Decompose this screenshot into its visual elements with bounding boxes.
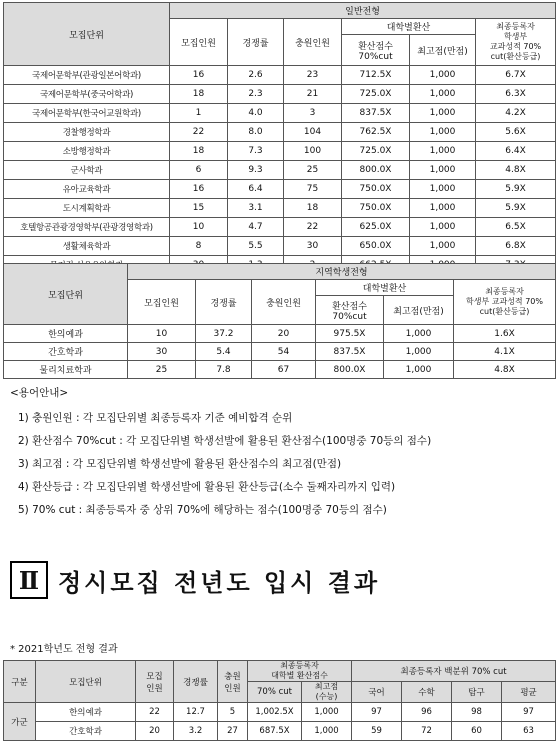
max-cell: 1,000: [410, 85, 476, 104]
terminology-notes: [10, 382, 431, 522]
cut-cell: 687.5X: [248, 722, 302, 741]
conv-score-header: 환산점수 70%cut: [342, 35, 410, 66]
competition-header: 경쟁률: [174, 661, 218, 703]
extra-cell: 30: [284, 237, 342, 256]
conversion-header: 최종등록자 대학별 환산점수: [248, 661, 352, 682]
unit-cell: 국제어문학부(한국어교원학과): [4, 104, 170, 123]
unit-cell: 유아교육학과: [4, 180, 170, 199]
subtitle: * 2021학년도 전형 결과: [10, 644, 118, 655]
recruit-cell: 15: [170, 199, 228, 218]
cut-cell: 1,002.5X: [248, 703, 302, 722]
extra-cell: 54: [252, 343, 316, 361]
note-item: 2) 환산점수 70%cut : 각 모집단위별 학생선발에 활용된 환산점수(100명중 70등의 점수): [18, 435, 432, 447]
max-score-header: 최고점(만점): [410, 35, 476, 66]
competition-header: 경쟁률: [196, 280, 252, 325]
recruit-cell: 8: [170, 237, 228, 256]
score-cell: 837.5X: [342, 104, 410, 123]
score-cell: 800.0X: [316, 361, 384, 379]
max-cell: 1,000: [410, 218, 476, 237]
recruit-cell: 30: [128, 343, 196, 361]
max-cell: 1,000: [384, 325, 454, 343]
table-row: [4, 722, 556, 741]
competition-cell: 3.1: [228, 199, 284, 218]
competition-cell: 2.6: [228, 66, 284, 85]
max-cell: 1,000: [410, 199, 476, 218]
score-cell: 712.5X: [342, 66, 410, 85]
score-cell: 800.0X: [342, 161, 410, 180]
section-heading: [10, 560, 380, 600]
max-cell: 1,000: [410, 180, 476, 199]
korean-cell: 59: [352, 722, 402, 741]
unit-cell: 한의예과: [4, 325, 128, 343]
note-item: 5) 70% cut : 최종등록자 중 상위 70%에 해당하는 점수(100명중 70등의 점수): [18, 504, 387, 516]
note-item: 4) 환산등급 : 각 모집단위별 학생선발에 활용된 환산등급(소수 둘째자리까지 입력): [18, 481, 396, 493]
unit-cell: 국제어문학부(관광일본어학과): [4, 66, 170, 85]
competition-cell: 12.7: [174, 703, 218, 722]
recruit-cell: 1: [170, 104, 228, 123]
extra-cell: 100: [284, 142, 342, 161]
category-cell: 가군: [4, 703, 36, 741]
unit-header: 모집단위: [4, 264, 128, 325]
extra-cell: 25: [284, 161, 342, 180]
table-row: [4, 66, 556, 85]
score-cell: 625.0X: [342, 218, 410, 237]
competition-cell: 3.2: [174, 722, 218, 741]
recruit-cell: 16: [170, 180, 228, 199]
extra-header: 충원인원: [284, 19, 342, 66]
extra-cell: 5: [218, 703, 248, 722]
competition-cell: 8.0: [228, 123, 284, 142]
competition-cell: 9.3: [228, 161, 284, 180]
recruit-header: 모집 인원: [136, 661, 174, 703]
score-cell: 975.5X: [316, 325, 384, 343]
competition-cell: 5.4: [196, 343, 252, 361]
grade-cell: 4.2X: [476, 104, 556, 123]
recruit-cell: 25: [128, 361, 196, 379]
extra-header: 충원 인원: [218, 661, 248, 703]
competition-cell: 2.3: [228, 85, 284, 104]
table-row: [4, 325, 556, 343]
recruit-cell: 10: [128, 325, 196, 343]
cut-header: 70% cut: [248, 682, 302, 703]
category-header: 구분: [4, 661, 36, 703]
note-item: 1) 충원인원 : 각 모집단위별 최종등록자 기준 예비합격 순위: [18, 412, 293, 424]
grade-cell: 4.1X: [454, 343, 556, 361]
conv-score-header: 환산점수 70%cut: [316, 296, 384, 325]
conversion-header: 대학별환산: [316, 280, 454, 296]
max-cell: 1,000: [410, 123, 476, 142]
max-cell: 1,000: [384, 343, 454, 361]
extra-header: 충원인원: [252, 280, 316, 325]
competition-cell: 7.3: [228, 142, 284, 161]
table-row: [4, 237, 556, 256]
table-row: [4, 123, 556, 142]
final-header: 최종등록자 학생부 교과성적 70% cut(환산등급): [454, 280, 556, 325]
unit-cell: 생활체육학과: [4, 237, 170, 256]
table-row: [4, 180, 556, 199]
extra-cell: 75: [284, 180, 342, 199]
inquiry-cell: 60: [452, 722, 502, 741]
unit-cell: 경찰행정학과: [4, 123, 170, 142]
table-row: [4, 361, 556, 379]
max-cell: 1,000: [302, 703, 352, 722]
extra-cell: 21: [284, 85, 342, 104]
group-header: 지역학생전형: [128, 264, 556, 280]
avg-cell: 63: [502, 722, 556, 741]
recruit-header: 모집인원: [170, 19, 228, 66]
max-header: 최고점 (수능): [302, 682, 352, 703]
table-row: [4, 703, 556, 722]
max-cell: 1,000: [384, 361, 454, 379]
max-cell: 1,000: [302, 722, 352, 741]
max-cell: 1,000: [410, 237, 476, 256]
grade-cell: 4.8X: [476, 161, 556, 180]
grade-cell: 4.8X: [454, 361, 556, 379]
grade-cell: 1.6X: [454, 325, 556, 343]
extra-cell: 23: [284, 66, 342, 85]
grade-cell: 5.6X: [476, 123, 556, 142]
score-cell: 837.5X: [316, 343, 384, 361]
korean-header: 국어: [352, 682, 402, 703]
math-header: 수학: [402, 682, 452, 703]
grade-cell: 6.8X: [476, 237, 556, 256]
table-row: [4, 142, 556, 161]
table-row: [4, 199, 556, 218]
grade-cell: 5.9X: [476, 180, 556, 199]
unit-cell: 물리치료학과: [4, 361, 128, 379]
max-cell: 1,000: [410, 66, 476, 85]
grade-cell: 6.4X: [476, 142, 556, 161]
general-admission-table: [3, 2, 556, 275]
unit-cell: 한의예과: [36, 703, 136, 722]
korean-cell: 97: [352, 703, 402, 722]
recruit-cell: 6: [170, 161, 228, 180]
unit-cell: 군사학과: [4, 161, 170, 180]
score-cell: 650.0X: [342, 237, 410, 256]
recruit-cell: 18: [170, 85, 228, 104]
extra-cell: 3: [284, 104, 342, 123]
competition-cell: 4.0: [228, 104, 284, 123]
table-row: [4, 161, 556, 180]
inquiry-header: 탐구: [452, 682, 502, 703]
competition-cell: 7.8: [196, 361, 252, 379]
group-header: 일반전형: [170, 3, 556, 19]
recruit-cell: 16: [170, 66, 228, 85]
unit-cell: 국제어문학부(중국어학과): [4, 85, 170, 104]
score-cell: 762.5X: [342, 123, 410, 142]
recruit-cell: 22: [136, 703, 174, 722]
extra-cell: 104: [284, 123, 342, 142]
unit-cell: 호텔항공관광경영학부(관광경영학과): [4, 218, 170, 237]
score-cell: 725.0X: [342, 85, 410, 104]
table-row: [4, 218, 556, 237]
max-score-header: 최고점(만점): [384, 296, 454, 325]
unit-header: 모집단위: [4, 3, 170, 66]
competition-cell: 5.5: [228, 237, 284, 256]
recruit-cell: 22: [170, 123, 228, 142]
competition-header: 경쟁률: [228, 19, 284, 66]
extra-cell: 22: [284, 218, 342, 237]
recruit-cell: 10: [170, 218, 228, 237]
recruit-cell: 20: [136, 722, 174, 741]
conversion-header: 대학별환산: [342, 19, 476, 35]
percentile-header: 최종등록자 백분위 70% cut: [352, 661, 556, 682]
score-cell: 750.0X: [342, 180, 410, 199]
recruit-cell: 18: [170, 142, 228, 161]
extra-cell: 20: [252, 325, 316, 343]
regular-admission-table: [3, 660, 556, 741]
avg-cell: 97: [502, 703, 556, 722]
notes-heading: <용어안내>: [10, 387, 69, 399]
unit-header: 모집단위: [36, 661, 136, 703]
grade-cell: 5.9X: [476, 199, 556, 218]
math-cell: 96: [402, 703, 452, 722]
recruit-header: 모집인원: [128, 280, 196, 325]
grade-cell: 6.7X: [476, 66, 556, 85]
extra-cell: 27: [218, 722, 248, 741]
table-row: [4, 85, 556, 104]
score-cell: 725.0X: [342, 142, 410, 161]
max-cell: 1,000: [410, 104, 476, 123]
competition-cell: 37.2: [196, 325, 252, 343]
inquiry-cell: 98: [452, 703, 502, 722]
note-item: 3) 최고점 : 각 모집단위별 학생선발에 활용된 환산점수의 최고점(만점): [18, 458, 342, 470]
extra-cell: 18: [284, 199, 342, 218]
max-cell: 1,000: [410, 161, 476, 180]
section-numeral: Ⅱ: [10, 561, 48, 599]
max-cell: 1,000: [410, 142, 476, 161]
final-header: 최종등록자 학생부 교과성적 70% cut(환산등급): [476, 19, 556, 66]
extra-cell: 67: [252, 361, 316, 379]
regional-admission-table: [3, 263, 556, 379]
average-header: 평균: [502, 682, 556, 703]
grade-cell: 6.5X: [476, 218, 556, 237]
table-row: [4, 104, 556, 123]
section-title: 정시모집 전년도 입시 결과: [58, 568, 381, 597]
unit-cell: 간호학과: [4, 343, 128, 361]
competition-cell: 6.4: [228, 180, 284, 199]
score-cell: 750.0X: [342, 199, 410, 218]
unit-cell: 간호학과: [36, 722, 136, 741]
unit-cell: 도시계획학과: [4, 199, 170, 218]
grade-cell: 6.3X: [476, 85, 556, 104]
unit-cell: 소방행정학과: [4, 142, 170, 161]
competition-cell: 4.7: [228, 218, 284, 237]
table-row: [4, 343, 556, 361]
math-cell: 72: [402, 722, 452, 741]
